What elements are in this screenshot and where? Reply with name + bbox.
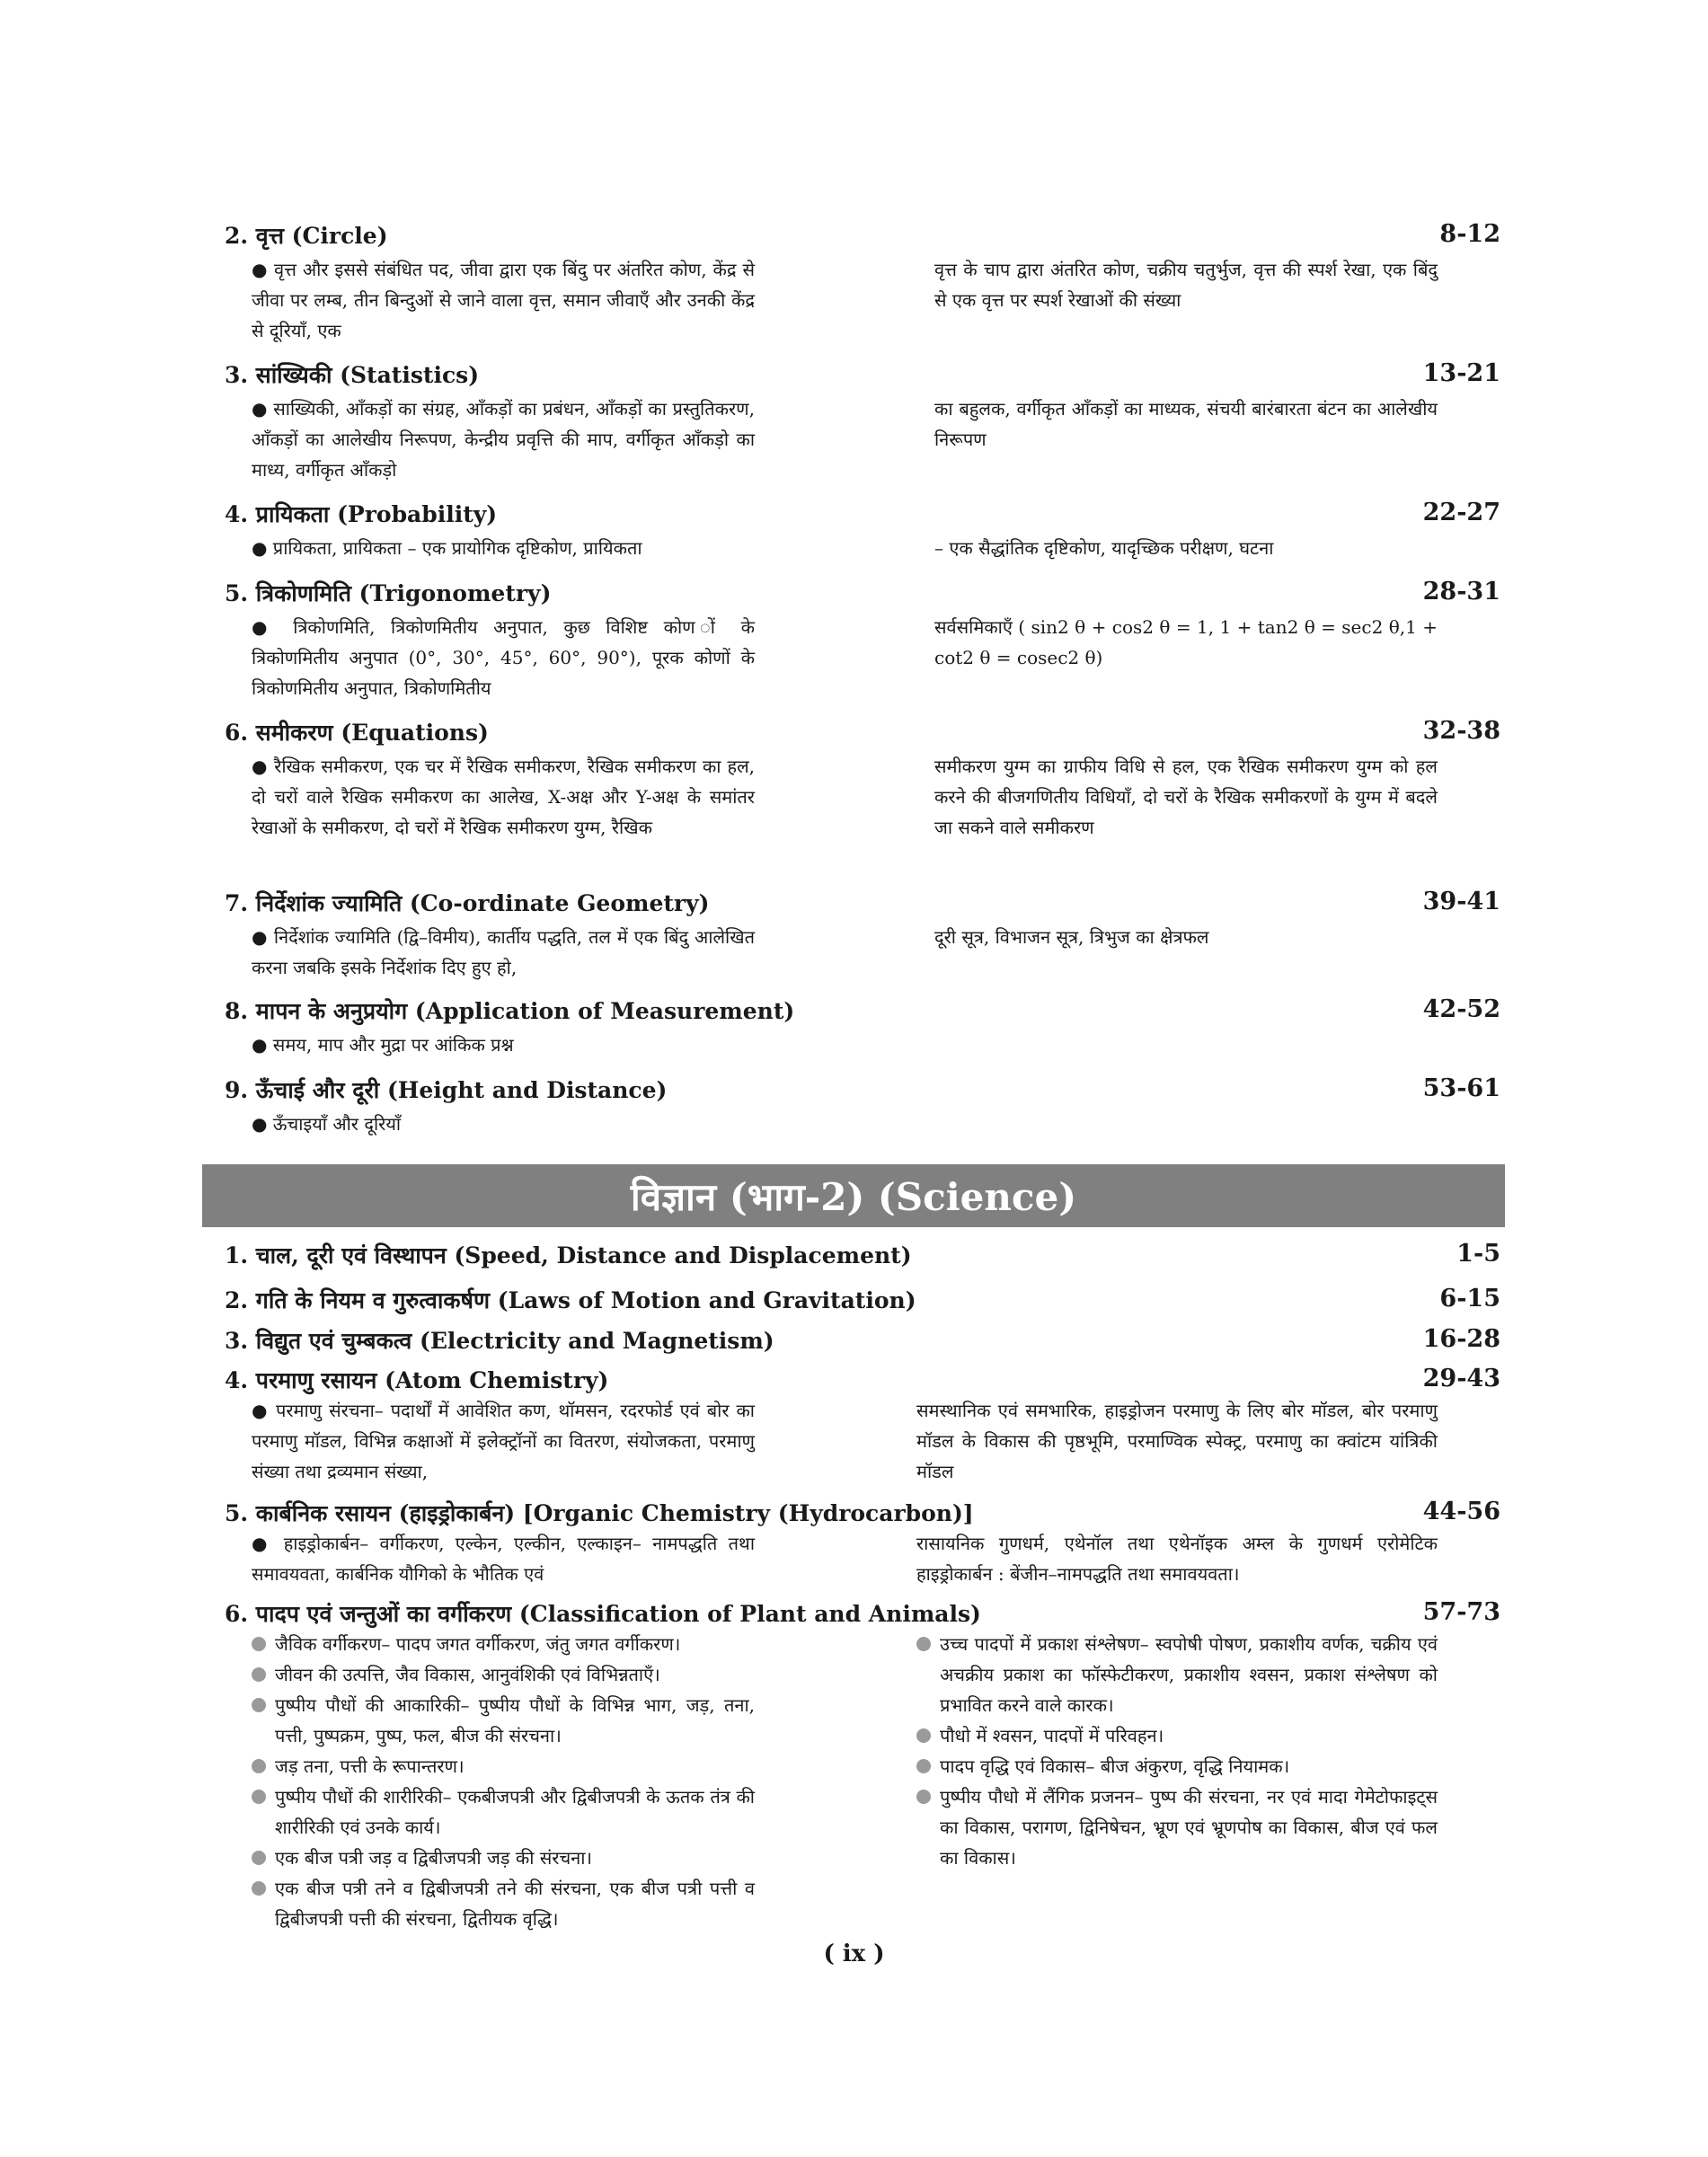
toc-entry	[225, 995, 1500, 1074]
math-toc	[225, 220, 1500, 1146]
toc-pages: 29-43	[1422, 1365, 1500, 1392]
toc-desc-right: दूरी सूत्र, विभाजन सूत्र, त्रिभुज का क्षेत्रफल	[934, 926, 1209, 948]
toc-entry	[225, 717, 1500, 888]
toc-desc-right: रासायनिक गुणधर्म, एथेनॉल तथा एथेनॉइक अम्ल के गुणधर्म एरोमेटिक हाइड्रोकार्बन : बेंजीन–नामपद्धति तथा समावयवता।	[916, 1533, 1438, 1585]
toc-desc-right: सर्वसमिकाएँ ( sin2 θ + cos2 θ = 1, 1 + tan2 θ = sec2 θ,1 + cot2 θ = cosec2 θ)	[934, 616, 1438, 668]
bullet-icon	[252, 1881, 266, 1896]
bullet-icon	[252, 1698, 266, 1712]
list-item: एक बीज पत्री जड़ व द्विबीजपत्री जड़ की संरचना।	[252, 1843, 755, 1873]
toc-title: 5. कार्बनिक रसायन (हाइड्रोकार्बन) [Organic Chemistry (Hydrocarbon)]	[225, 1500, 974, 1526]
toc-pages: 1-5	[1456, 1240, 1500, 1268]
toc-entry	[225, 1598, 1500, 1934]
list-item: एक बीज पत्री तने व द्विबीजपत्री तने की संरचना, एक बीज पत्री पत्ती व द्विबीजपत्री पत्ती की संरचना, द्वितीयक वृद्धि।	[252, 1873, 755, 1934]
bullet-icon	[252, 1851, 266, 1865]
toc-entry	[225, 1285, 1500, 1325]
toc-desc-left: ● हाइड्रोकार्बन– वर्गीकरण, एल्केन, एल्कीन, एल्काइन– नामपद्धति तथा समावयवता, कार्बनिक यौगिको के भौतिक एवं	[252, 1533, 755, 1585]
toc-title: 4. परमाणु रसायन (Atom Chemistry)	[225, 1367, 609, 1393]
toc-pages: 22-27	[1422, 499, 1500, 526]
toc-title: 6. समीकरण (Equations)	[225, 720, 489, 746]
list-item: पुष्पीय पौधो में लैंगिक प्रजनन– पुष्प की संरचना, नर एवं मादा गेमेटोफाइट्स का विकास, परागण, द्विनिषेचन, भ्रूण एवं भ्रूणपोष का विकास, बीज एवं फल का विकास।	[916, 1781, 1438, 1873]
list-item: जीवन की उत्पत्ति, जैव विकास, आनुवंशिकी एवं विभिन्नताएँ।	[252, 1659, 755, 1690]
toc-title: 3. विद्युत एवं चुम्बकत्व (Electricity and Magnetism)	[225, 1328, 774, 1354]
toc-title: 3. सांख्यिकी (Statistics)	[225, 362, 480, 388]
toc-title: 7. निर्देशांक ज्यामिति (Co-ordinate Geometry)	[225, 890, 710, 916]
toc-title: 5. त्रिकोणमिति (Trigonometry)	[225, 580, 552, 606]
toc-pages: 39-41	[1422, 888, 1500, 915]
toc-title: 6. पादप एवं जन्तुओं का वर्गीकरण (Classification of Plant and Animals)	[225, 1601, 981, 1627]
bullet-icon	[916, 1637, 931, 1651]
bullet-icon	[916, 1790, 931, 1804]
toc-desc-right: समीकरण युग्म का ग्राफीय विधि से हल, एक रैखिक समीकरण युग्म को हल करने की बीजगणितीय विधियाँ, दो चरों के रैखिक समीकरणों के युग्म में बदले जा सकने वाले समीकरण	[934, 756, 1438, 838]
toc-entry	[225, 1498, 1500, 1598]
toc-entry	[225, 1074, 1500, 1146]
toc-desc-left: ● परमाणु संरचना– पदार्थों में आवेशित कण, थॉमसन, रदरफोर्ड एवं बोर का परमाणु मॉडल, विभिन्न कक्षाओं में इलेक्ट्रॉनों का वितरण, संयोजकता, परमाणु संख्या तथा द्रव्यमान संख्या,	[252, 1400, 755, 1482]
toc-title: 8. मापन के अनुप्रयोग (Application of Measurement)	[225, 998, 795, 1024]
toc-list-left	[225, 1629, 755, 1934]
toc-desc-left: ● ऊँचाइयाँ और दूरियाँ	[252, 1113, 402, 1135]
toc-desc-left: ● प्रायिकता, प्रायिकता – एक प्रायोगिक दृष्टिकोण, प्रायिकता	[252, 537, 642, 559]
list-item: पादप वृद्धि एवं विकास– बीज अंकुरण, वृद्धि नियामक।	[916, 1751, 1438, 1781]
toc-entry	[225, 1240, 1500, 1285]
toc-desc-right: – एक सैद्धांतिक दृष्टिकोण, यादृच्छिक परीक्षण, घटना	[934, 537, 1274, 559]
toc-pages: 57-73	[1422, 1598, 1500, 1626]
toc-entry	[225, 888, 1500, 995]
list-item: पौधो में श्वसन, पादपों में परिवहन।	[916, 1720, 1438, 1751]
list-item: पुष्पीय पौधों की आकारिकी– पुष्पीय पौधों के विभिन्न भाग, जड़, तना, पत्ती, पुष्पक्रम, पुष्प, फल, बीज की संरचना।	[252, 1690, 755, 1751]
bullet-icon	[916, 1728, 931, 1743]
bullet-icon	[252, 1790, 266, 1804]
page-number: ( ix )	[823, 1940, 885, 1967]
toc-pages: 53-61	[1422, 1074, 1500, 1102]
toc-desc-left: ● रैखिक समीकरण, एक चर में रैखिक समीकरण, रैखिक समीकरण का हल, दो चरों वाले रैखिक समीकरण का आलेख, X-अक्ष और Y-अक्ष के समांतर रेखाओं के समीकरण, दो चरों में रैखिक समीकरण युग्म, रैखिक	[252, 756, 755, 838]
toc-entry	[225, 499, 1500, 578]
bullet-icon	[916, 1759, 931, 1773]
toc-desc-left: ● वृत्त और इससे संबंधित पद, जीवा द्वारा एक बिंदु पर अंतरित कोण, केंद्र से जीवा पर लम्ब, तीन बिन्दुओं से जाने वाला वृत्त, समान जीवाएँ और उनकी केंद्र से दूरियाँ, एक	[252, 259, 755, 341]
toc-desc-left: ● समय, माप और मुद्रा पर आंकिक प्रश्न	[252, 1034, 514, 1056]
toc-title: 2. गति के नियम व गुरुत्वाकर्षण (Laws of Motion and Gravitation)	[225, 1287, 916, 1313]
toc-entry	[225, 359, 1500, 499]
toc-pages: 16-28	[1422, 1325, 1500, 1353]
toc-desc-right: का बहुलक, वर्गीकृत आँकड़ों का माध्यक, संचयी बारंबारता बंटन का आलेखीय निरूपण	[934, 398, 1438, 450]
toc-pages: 28-31	[1422, 578, 1500, 606]
bullet-icon	[252, 1637, 266, 1651]
toc-title: 4. प्रायिकता (Probability)	[225, 501, 498, 527]
toc-title: 1. चाल, दूरी एवं विस्थापन (Speed, Distance and Displacement)	[225, 1242, 912, 1269]
toc-entry	[225, 1325, 1500, 1365]
toc-desc-left: ● साख्यिकी, आँकड़ों का संग्रह, आँकड़ों का प्रबंधन, आँकड़ों का प्रस्तुतिकरण, आँकड़ों का आलेखीय निरूपण, केन्द्रीय प्रवृत्ति की माप, वर्गीकृत आँकड़ो का माध्य, वर्गीकृत आँकड़ो	[252, 398, 755, 481]
science-toc	[225, 1240, 1500, 1934]
toc-desc-left: ● निर्देशांक ज्यामिति (द्वि–विमीय), कार्तीय पद्धति, तल में एक बिंदु आलेखित करना जबकि इसके निर्देशांक दिए हुए हो,	[252, 926, 755, 978]
bullet-icon	[252, 1759, 266, 1773]
toc-desc-right: वृत्त के चाप द्वारा अंतरित कोण, चक्रीय चतुर्भुज, वृत्त की स्पर्श रेखा, एक बिंदु से एक वृत्त पर स्पर्श रेखाओं की संख्या	[934, 259, 1438, 311]
toc-title: 2. वृत्त (Circle)	[225, 223, 388, 249]
list-item: उच्च पादपों में प्रकाश संश्लेषण– स्वपोषी पोषण, प्रकाशीय वर्णक, चक्रीय एवं अचक्रीय प्रकाश का फॉस्फेटीकरण, प्रकाशीय श्वसन, प्रकाश संश्लेषण को प्रभावित करने वाले कारक।	[916, 1629, 1438, 1720]
toc-list-right	[916, 1629, 1438, 1934]
toc-entry	[225, 578, 1500, 717]
toc-pages: 42-52	[1422, 995, 1500, 1023]
toc-title: 9. ऊँचाई और दूरी (Height and Distance)	[225, 1077, 668, 1103]
toc-pages: 6-15	[1439, 1285, 1500, 1313]
toc-pages: 32-38	[1422, 717, 1500, 745]
toc-entry	[225, 220, 1500, 359]
list-item: जड़ तना, पत्ती के रूपान्तरण।	[252, 1751, 755, 1781]
section-banner: विज्ञान (भाग-2) (Science)	[202, 1164, 1505, 1227]
toc-entry	[225, 1365, 1500, 1498]
toc-desc-left: ● त्रिकोणमिति, त्रिकोणमितीय अनुपात, कुछ विशिष्ट कोण ों के त्रिकोणमितीय अनुपात (0°, 30°, 45°, 60°, 90°), पूरक कोणों के त्रिकोणमितीय अनुपात, त्रिकोणमितीय	[252, 616, 755, 699]
bullet-icon	[252, 1667, 266, 1682]
toc-desc-right: समस्थानिक एवं समभारिक, हाइड्रोजन परमाणु के लिए बोर मॉडल, बोर परमाणु मॉडल के विकास की पृष्ठभूमि, परमाण्विक स्पेक्ट्र, परमाणु का क्वांटम यांत्रिकी मॉडल	[916, 1400, 1438, 1482]
toc-pages: 8-12	[1439, 220, 1500, 248]
list-item: जैविक वर्गीकरण– पादप जगत वर्गीकरण, जंतु जगत वर्गीकरण।	[252, 1629, 755, 1659]
toc-pages: 44-56	[1422, 1498, 1500, 1525]
list-item: पुष्पीय पौधों की शारीरिकी– एकबीजपत्री और द्विबीजपत्री के ऊतक तंत्र की शारीरिकी एवं उनके कार्य।	[252, 1781, 755, 1843]
toc-pages: 13-21	[1422, 359, 1500, 387]
